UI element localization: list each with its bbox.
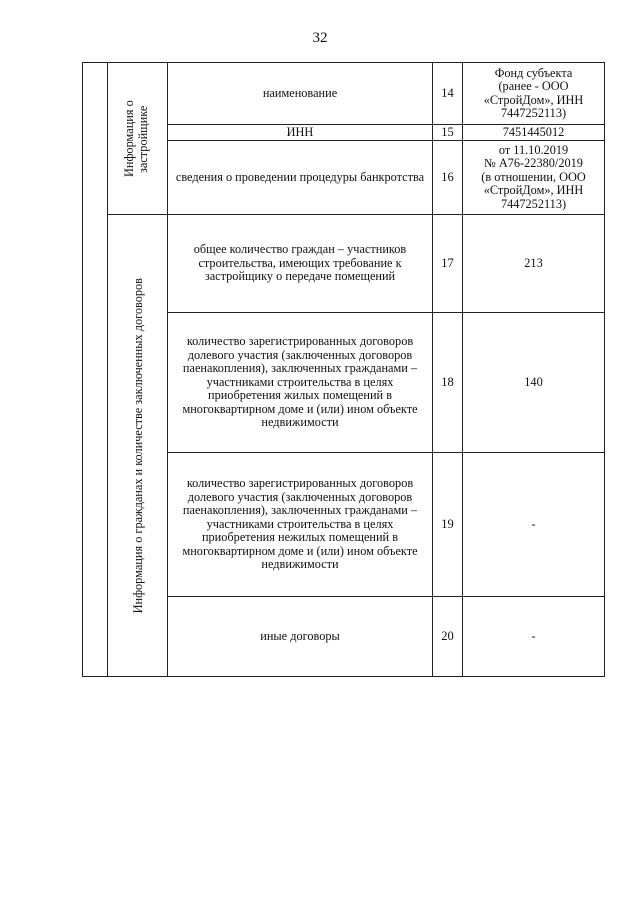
row-number: 14	[433, 63, 463, 125]
row-label: сведения о проведении процедуры банкротства	[168, 141, 433, 215]
table-row	[83, 215, 605, 313]
group-header-developer	[108, 63, 168, 215]
row-number: 18	[433, 313, 463, 453]
row-label: количество зарегистрированных договоров долевого участия (заключенных договоров паенакопления), заключенных гражданами – участниками строительства в целях приобретения жилых помещений в многоквартирном доме и (или) ином объекте недвижимости	[168, 313, 433, 453]
table-row	[83, 63, 605, 125]
group-label-developer: Информация о застройщике	[121, 100, 150, 177]
row-label: количество зарегистрированных договоров долевого участия (заключенных договоров паенакопления), заключенных гражданами – участниками строительства в целях приобретения нежилых помещений в многоквартирном доме и (или) ином объекте недвижимости	[168, 453, 433, 597]
row-value: 140	[463, 313, 605, 453]
row-label: иные договоры	[168, 597, 433, 677]
row-number: 20	[433, 597, 463, 677]
row-value: 7451445012	[463, 125, 605, 141]
row-number: 19	[433, 453, 463, 597]
row-value: от 11.10.2019 № А76-22380/2019 (в отношении, ООО «СтройДом», ИНН 7447252113)	[463, 141, 605, 215]
row-number: 15	[433, 125, 463, 141]
developer-info-table	[82, 62, 605, 677]
page-number: 32	[312, 30, 328, 46]
row-label: ИНН	[168, 125, 433, 141]
group-header-citizens	[108, 215, 168, 677]
row-label: общее количество граждан – участников строительства, имеющих требование к застройщику о передаче помещений	[168, 215, 433, 313]
row-value: 213	[463, 215, 605, 313]
row-value: -	[463, 597, 605, 677]
row-value: Фонд субъекта (ранее - ООО «СтройДом», ИНН 7447252113)	[463, 63, 605, 125]
left-margin-strip	[83, 63, 108, 677]
row-label: наименование	[168, 63, 433, 125]
row-number: 16	[433, 141, 463, 215]
group-label-citizens: Информация о гражданах и количестве заключенных договоров	[130, 277, 145, 614]
row-value: -	[463, 453, 605, 597]
row-number: 17	[433, 215, 463, 313]
